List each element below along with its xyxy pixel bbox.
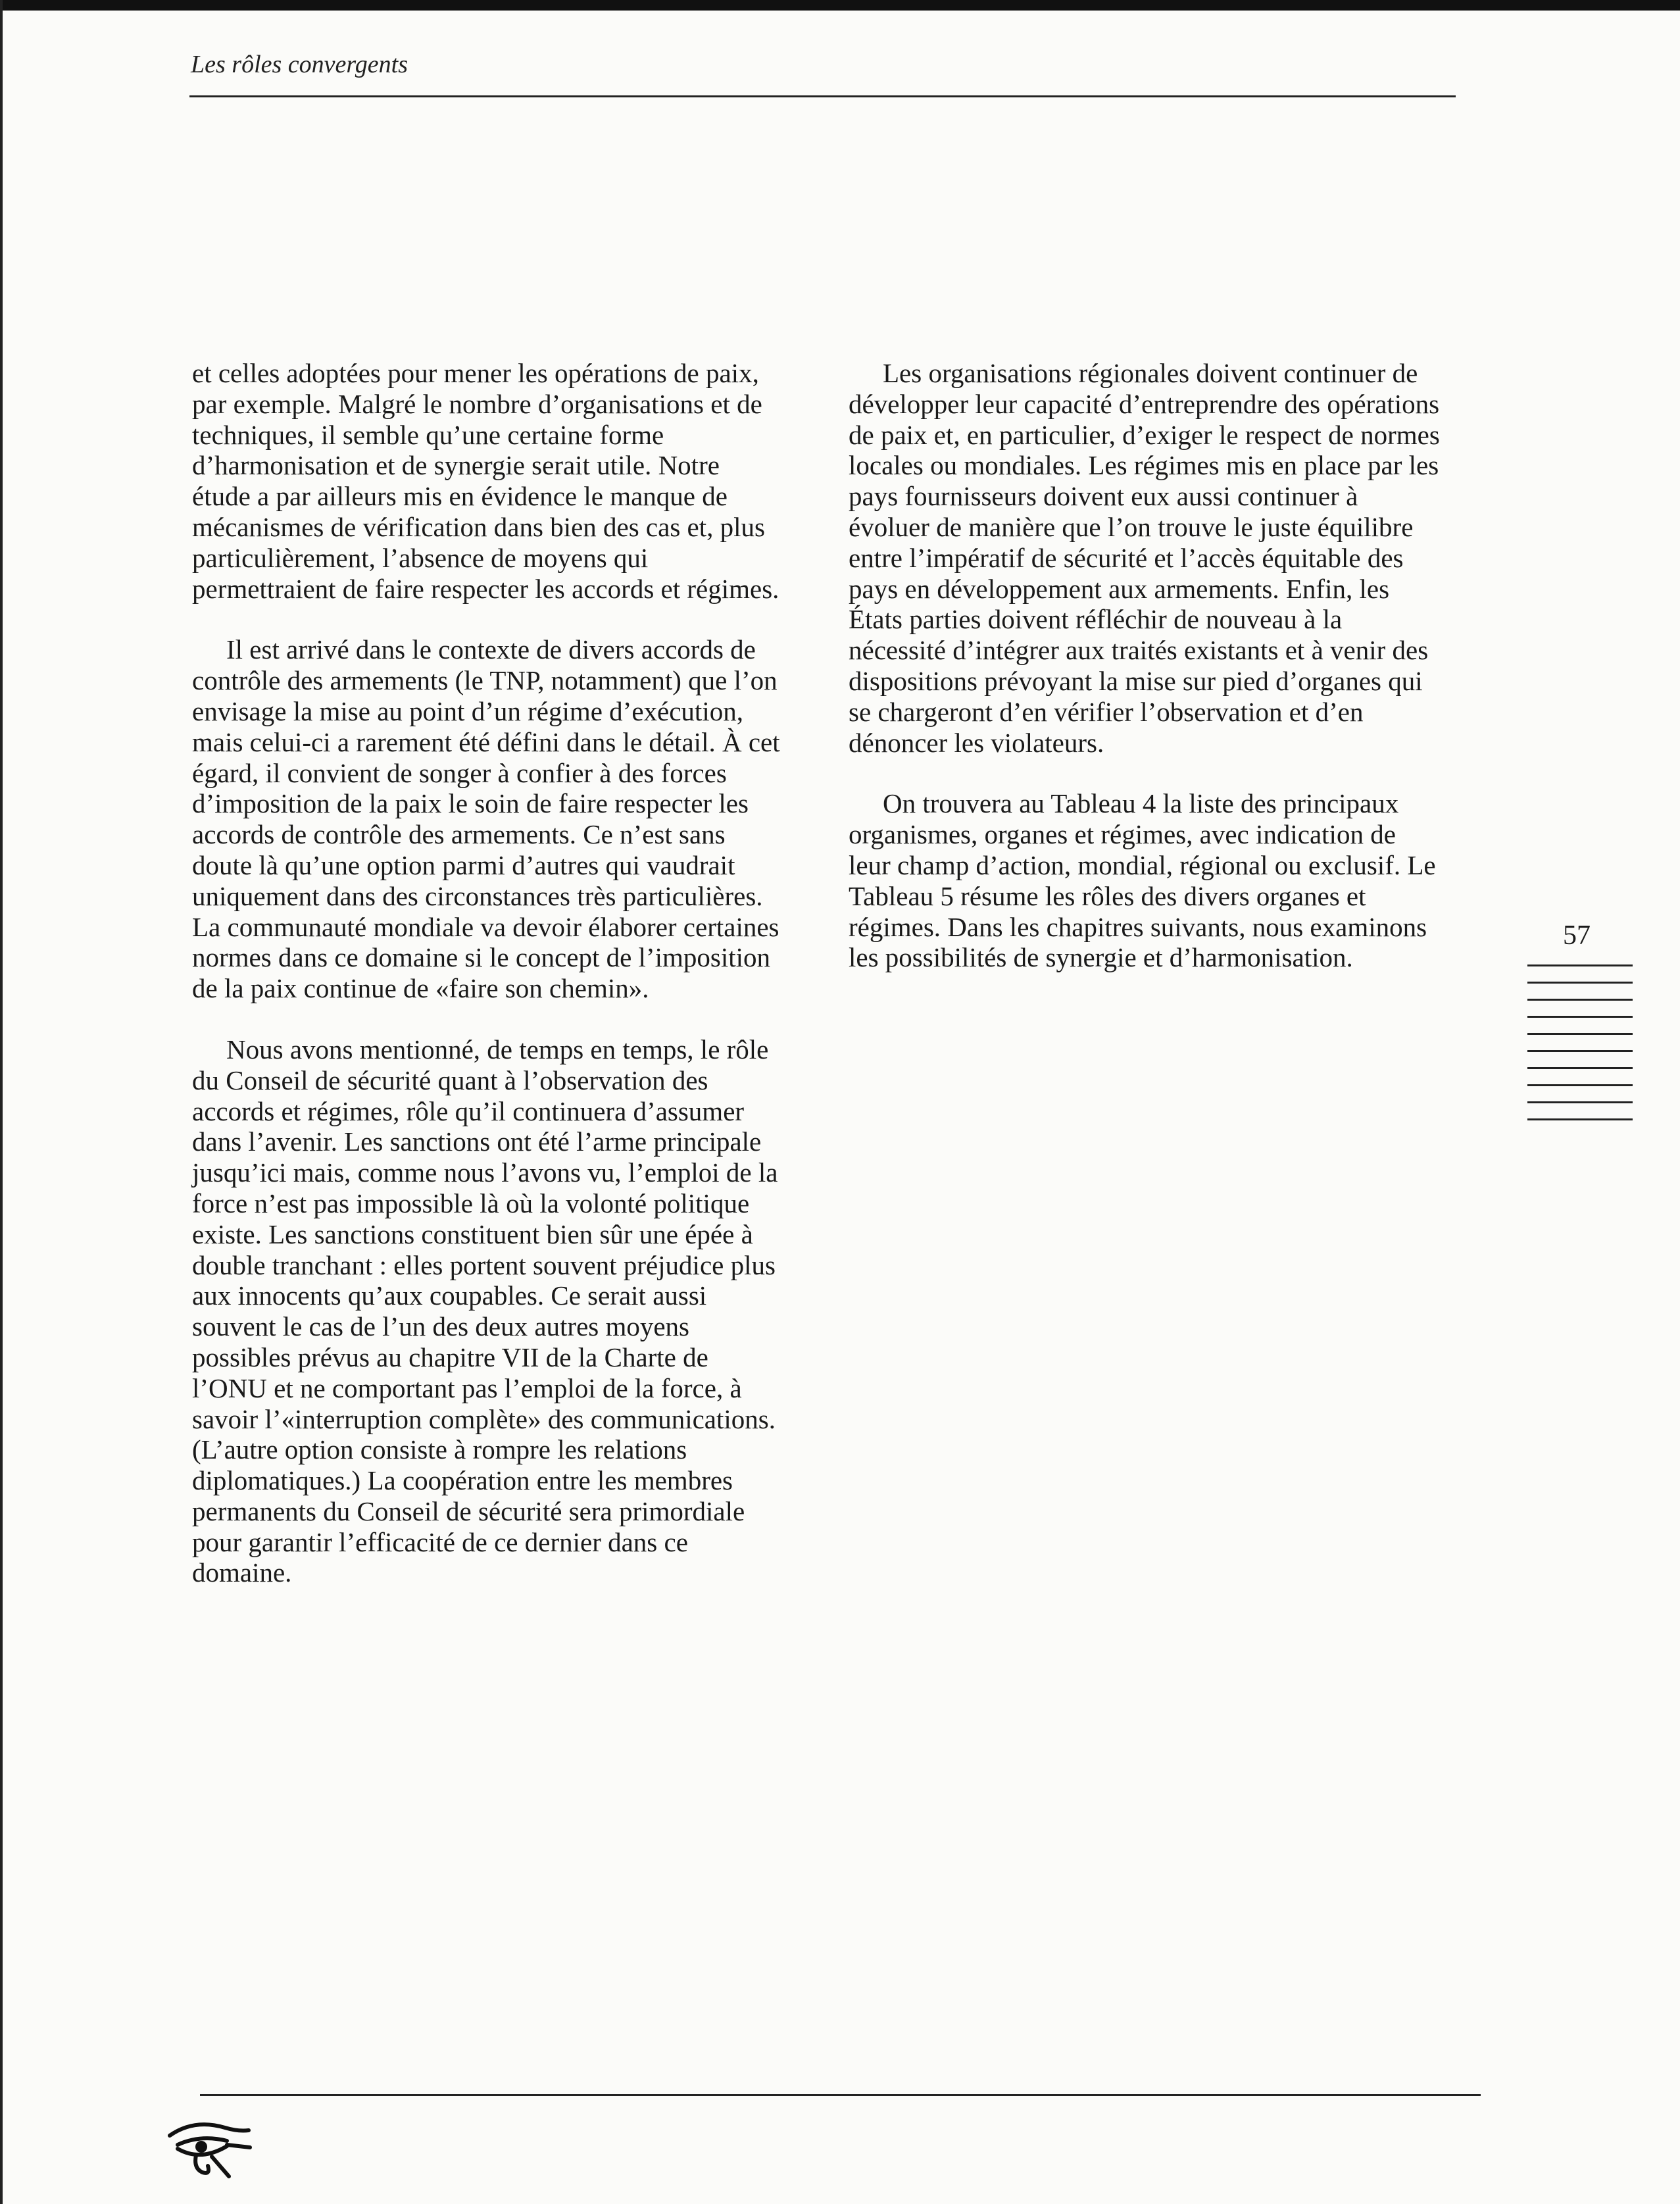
margin-rule <box>1527 1118 1633 1120</box>
margin-rule-stack <box>1527 964 1633 1136</box>
right-paragraph-2: On trouvera au Tableau 4 la liste des principaux organismes, organes et régimes, avec indication de leur champ d’action, mondial, régional ou exclusif. Le Tableau 5 résume les rôles des divers organes et régimes. Dans les chapitres suivants, nous examinons les possibilités de synergie et d’harmonisation. <box>849 788 1436 973</box>
margin-rule <box>1527 1084 1633 1086</box>
margin-rule <box>1527 982 1633 984</box>
scan-border-left <box>0 0 3 2204</box>
running-title: Les rôles convergents <box>191 51 408 78</box>
eye-of-horus-logo-icon <box>164 2116 257 2182</box>
margin-rule <box>1527 1033 1633 1035</box>
margin-rule <box>1527 1101 1633 1103</box>
margin-rule <box>1527 1016 1633 1018</box>
margin-rule <box>1527 999 1633 1001</box>
margin-rule <box>1527 964 1633 966</box>
scan-border-top <box>0 0 1680 11</box>
left-column <box>192 358 784 1618</box>
right-column <box>849 358 1441 1003</box>
margin-rule <box>1527 1067 1633 1069</box>
right-paragraph-1: Les organisations régionales doivent continuer de développer leur capacité d’entreprendre des opérations de paix et, en particulier, d’exiger le respect de normes locales ou mondiales. Les régimes mis en place par les pays fournisseurs doivent eux aussi continuer à évoluer de manière que l’on trouve le juste équilibre entre l’impératif de sécurité et l’accès équitable des pays en développement aux armements. Enfin, les États parties doivent réfléchir de nouveau à la nécessité d’intégrer aux traités existants et à venir des dispositions prévoyant la mise sur pied d’organes qui se chargeront d’en vérifier l’observation et d’en dénoncer les violateurs. <box>849 358 1440 758</box>
page-number: 57 <box>1563 920 1591 951</box>
left-paragraph-2: Il est arrivé dans le contexte de divers accords de contrôle des armements (le TNP, notamment) que l’on envisage la mise au point d’un régime d’exécution, mais celui-ci a rarement été défini dans le détail. À cet égard, il convient de songer à confier à des forces d’imposition de la paix le soin de faire respecter les accords de contrôle des armements. Ce n’est sans doute là qu’une option parmi d’autres qui vaudrait uniquement dans des circonstances très particulières. La communauté mondiale va devoir élaborer certaines normes dans ce domaine si le concept de l’imposition de la paix continue de «faire son chemin». <box>192 634 780 1004</box>
left-paragraph-1: et celles adoptées pour mener les opérations de paix, par exemple. Malgré le nombre d’organisations et de techniques, il semble qu’une certaine forme d’harmonisation et de synergie serait utile. Notre étude a par ailleurs mis en évidence le manque de mécanismes de vérification dans bien des cas et, plus particulièrement, l’absence de moyens qui permettraient de faire respecter les accords et régimes. <box>192 358 779 604</box>
footer-rule <box>200 2094 1481 2096</box>
margin-rule <box>1527 1050 1633 1052</box>
left-paragraph-3: Nous avons mentionné, de temps en temps, le rôle du Conseil de sécurité quant à l’observation des accords et régimes, rôle qu’il continuera d’assumer dans l’avenir. Les sanctions ont été l’arme principale jusqu’ici mais, comme nous l’avons vu, l’emploi de la force n’est pas impossible là où la volonté politique existe. Les sanctions constituent bien sûr une épée à double tranchant : elles portent souvent préjudice plus aux innocents qu’aux coupables. Ce serait aussi souvent le cas de l’un des deux autres moyens possibles prévus au chapitre VII de la Charte de l’ONU et ne comportant pas l’emploi de la force, à savoir l’«interruption complète» des communications. (L’autre option consiste à rompre les relations diplomatiques.) La coopération entre les membres permanents du Conseil de sécurité sera primordiale pour garantir l’efficacité de ce dernier dans ce domaine. <box>192 1034 778 1588</box>
header-rule <box>189 95 1456 97</box>
